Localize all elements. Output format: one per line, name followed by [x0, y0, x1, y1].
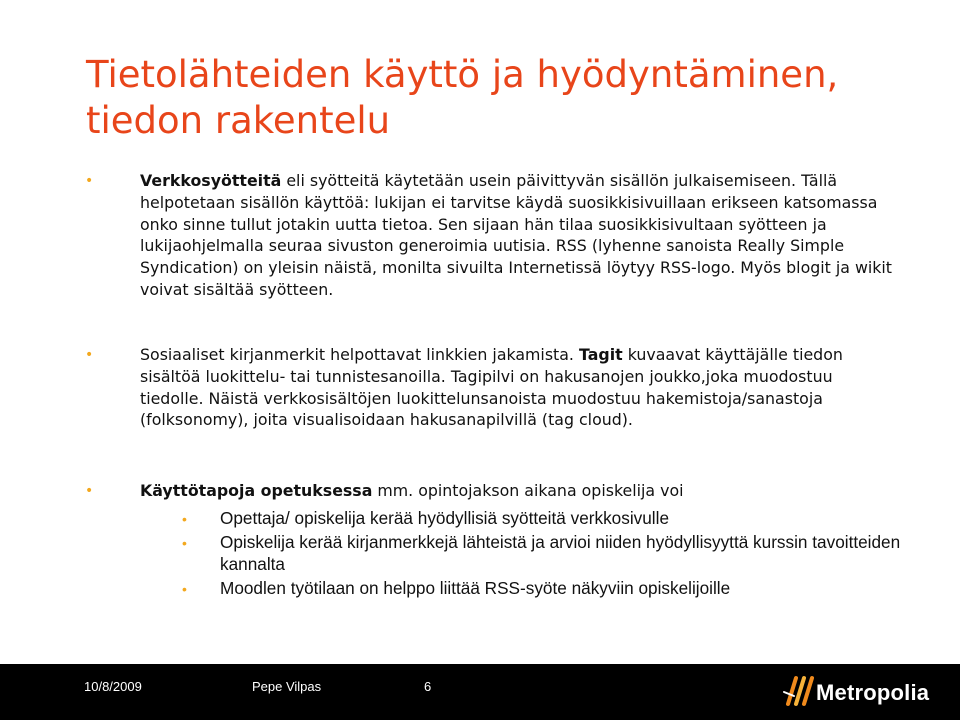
bullet-dot-icon: • — [85, 483, 94, 499]
bullet-verkkosyotteet — [85, 170, 900, 301]
footer-page-number: 6 — [424, 679, 432, 694]
subbullet-3 — [182, 578, 920, 600]
bullet-text: eli syötteitä käytetään usein päivittyvän sisällön julkaisemiseen. Tällä helpotetaan sisällön käyttöä: lukijan ei tarvitse käydä suosikkisivuillaan erikseen katsomassa onko sinne tullut jotakin uutta tietoa. Sen sijaan hän tilaa suosikkisivultaan syötteen ja lukijaohjelmalla seuraa sivuston generoimia uutisia. RSS (lyhenne sanoista Really Simple Syndication) on yleisin näistä, monilta sivuilta Internetissä löytyy RSS-logo. Myös blogit ja wikit voivat sisältää syötteen. — [140, 171, 892, 299]
subbullet-text: Moodlen työtilaan on helppo liittää RSS-syöte näkyviin opiskelijoille — [220, 578, 731, 598]
bullet-text-after: kuvaavat käyttäjälle tiedon sisältöä luokittelu- tai tunnistesanoilla. Tagipilvi on hakusanojen joukko,joka muodostuu tiedolle. Näistä verkkosisältöjen luokittelunsanoista muodostuu hakemistoja/sanastoja (folksonomy), joita visualisoidaan hakusanapilvillä (tag cloud). — [140, 345, 843, 430]
footer-author: Pepe Vilpas — [252, 679, 322, 694]
bullet-bold-lead: Verkkosyötteitä — [140, 171, 282, 190]
subbullet-text: Opiskelija kerää kirjanmerkkejä lähteistä ja arvioi niiden hyödyllisyyttä kurssin tavoitteiden kannalta — [220, 532, 901, 574]
bullet-dot-icon: • — [182, 581, 187, 597]
bullet-dot-icon: • — [85, 347, 94, 363]
subbullet-1 — [182, 508, 920, 530]
bullet-text-before: Sosiaaliset kirjanmerkit helpottavat linkkien jakamista. — [140, 345, 579, 364]
bullet-sosiaaliset-kirjanmerkit — [85, 344, 900, 431]
subbullet-text: Opettaja/ opiskelija kerää hyödyllisiä syötteitä verkkosivulle — [220, 508, 669, 528]
footer-bar — [0, 664, 960, 720]
metropolia-logo-icon — [782, 672, 816, 712]
bullet-bold-mid: Tagit — [578, 345, 623, 364]
bullet-dot-icon: • — [182, 535, 187, 551]
title-line-1: Tietolähteiden käyttö ja hyödyntäminen, — [86, 53, 839, 96]
bullet-kayttotapoja — [85, 480, 900, 502]
title-line-2: tiedon rakentelu — [86, 99, 391, 142]
bullet-dot-icon: • — [182, 511, 187, 527]
slide-title — [86, 52, 906, 144]
bullet-dot-icon: • — [85, 173, 94, 189]
footer-date: 10/8/2009 — [84, 679, 142, 694]
subbullet-2 — [182, 532, 920, 576]
logo-text: Metropolia — [816, 680, 930, 705]
bullet-text: mm. opintojakson aikana opiskelija voi — [372, 481, 684, 500]
metropolia-logo — [782, 672, 952, 712]
bullet-bold-lead: Käyttötapoja opetuksessa — [140, 481, 373, 500]
